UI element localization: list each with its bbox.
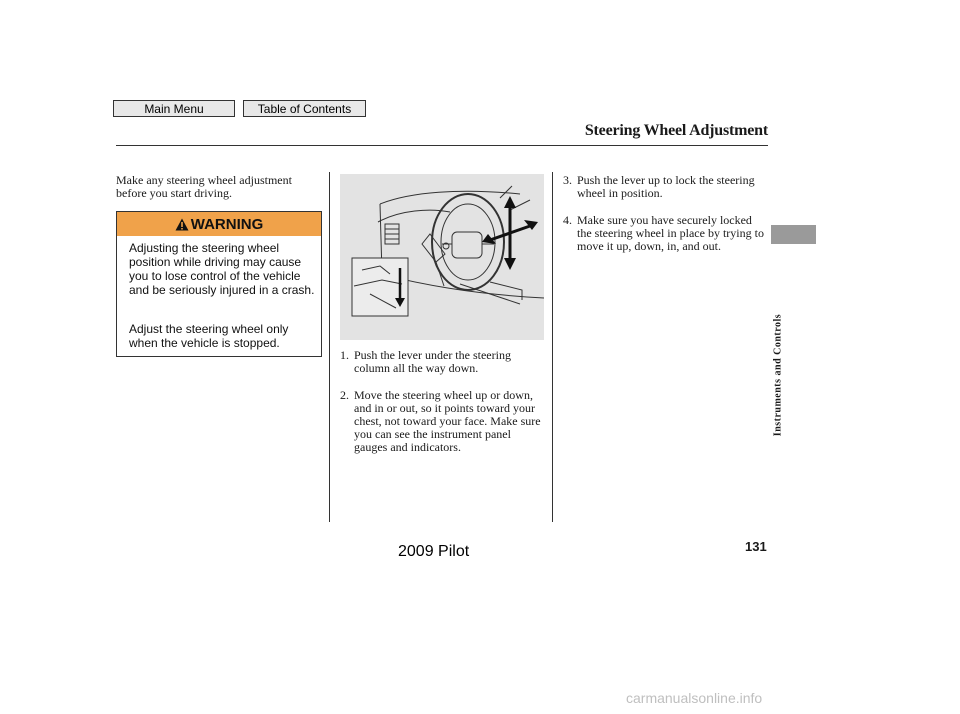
main-menu-button[interactable]: Main Menu (113, 100, 235, 117)
column-divider (552, 172, 553, 522)
warning-header (117, 212, 321, 236)
warning-triangle-icon (175, 218, 189, 231)
step-text: Move the steering wheel up or down, and in or out, so it points toward your chest, not toward your face. Make sure you can see the instrument panel gauges and indicators. (354, 388, 541, 454)
step-2 (340, 389, 546, 454)
warning-title: WARNING (190, 215, 264, 233)
page-title: Steering Wheel Adjustment (584, 122, 768, 139)
step-1 (340, 349, 546, 375)
watermark: carmanualsonline.info (626, 690, 763, 706)
step-number: 4. (563, 213, 572, 227)
step-text: Push the lever up to lock the steering wheel in position. (577, 173, 755, 200)
step-number: 3. (563, 173, 572, 187)
steering-wheel-illustration (340, 174, 544, 340)
step-text: Push the lever under the steering column all the way down. (354, 348, 511, 375)
warning-box (116, 211, 322, 357)
section-tab (771, 225, 816, 244)
steering-wheel-drawing (340, 174, 544, 340)
footer-model-name: 2009 Pilot (398, 543, 470, 560)
step-number: 2. (340, 388, 349, 402)
warning-text: Adjusting the steering wheel position while driving may cause you to lose control of the vehicle and be seriously injured in a crash. (129, 241, 315, 297)
step-4 (563, 214, 769, 253)
title-divider (116, 145, 768, 146)
step-text: Make sure you have securely locked the steering wheel in place by trying to move it up, down, in, and out. (577, 213, 764, 253)
step-number: 1. (340, 348, 349, 362)
warning-text: Adjust the steering wheel only when the vehicle is stopped. (129, 322, 289, 350)
column-divider (329, 172, 330, 522)
page-number: 131 (745, 539, 767, 554)
step-3 (563, 174, 769, 200)
table-of-contents-button[interactable]: Table of Contents (243, 100, 366, 117)
intro-paragraph: Make any steering wheel adjustment before you start driving. (116, 173, 292, 200)
section-label-text: Instruments and Controls (772, 313, 784, 437)
